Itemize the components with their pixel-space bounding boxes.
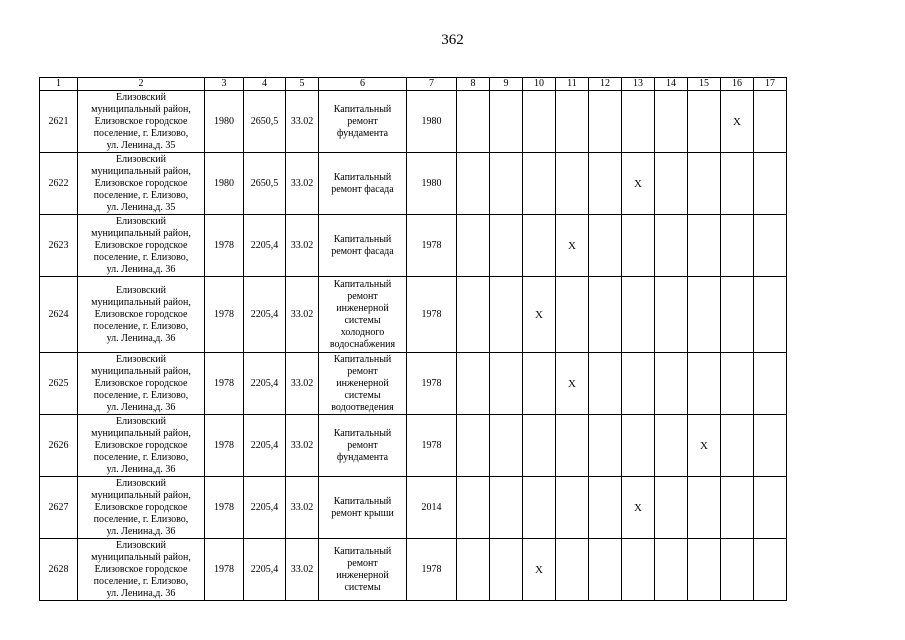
mark-cell <box>589 539 622 601</box>
mark-cell <box>754 415 787 477</box>
mark-cell <box>754 91 787 153</box>
row-number-cell: 2628 <box>40 539 78 601</box>
work-year-cell: 2014 <box>407 477 457 539</box>
year-built-cell: 1980 <box>205 153 244 215</box>
code-cell: 33.02 <box>286 353 319 415</box>
mark-cell <box>490 353 523 415</box>
mark-cell <box>655 153 688 215</box>
mark-cell <box>589 477 622 539</box>
code-cell: 33.02 <box>286 477 319 539</box>
mark-cell <box>721 477 754 539</box>
mark-cell <box>688 353 721 415</box>
work-type-cell: Капитальный ремонт фундамента <box>319 91 407 153</box>
mark-cell <box>589 277 622 353</box>
column-header: 13 <box>622 78 655 91</box>
area-cell: 2650,5 <box>244 91 286 153</box>
table-row <box>40 153 787 215</box>
address-cell: Елизовский муниципальный район, Елизовское городское поселение, г. Елизово, ул. Ленина,д. 36 <box>78 415 205 477</box>
mark-cell <box>556 415 589 477</box>
work-type-cell: Капитальный ремонт фасада <box>319 153 407 215</box>
mark-cell <box>754 539 787 601</box>
mark-cell <box>721 277 754 353</box>
work-year-cell: 1978 <box>407 539 457 601</box>
column-header: 2 <box>78 78 205 91</box>
table-row <box>40 539 787 601</box>
work-year-cell: 1978 <box>407 215 457 277</box>
mark-cell <box>688 539 721 601</box>
mark-cell: X <box>622 477 655 539</box>
row-number-cell: 2626 <box>40 415 78 477</box>
mark-cell <box>556 277 589 353</box>
mark-cell <box>457 277 490 353</box>
mark-cell <box>523 91 556 153</box>
work-type-cell: Капитальный ремонт инженерной системы холодного водоснабжения <box>319 277 407 353</box>
year-built-cell: 1980 <box>205 91 244 153</box>
code-cell: 33.02 <box>286 215 319 277</box>
table-row <box>40 477 787 539</box>
mark-cell <box>655 91 688 153</box>
work-year-cell: 1978 <box>407 415 457 477</box>
year-built-cell: 1978 <box>205 353 244 415</box>
mark-cell <box>523 153 556 215</box>
mark-cell <box>622 353 655 415</box>
table-row <box>40 91 787 153</box>
row-number-cell: 2627 <box>40 477 78 539</box>
mark-cell <box>490 215 523 277</box>
mark-cell <box>655 215 688 277</box>
column-header: 11 <box>556 78 589 91</box>
address-cell: Елизовский муниципальный район, Елизовское городское поселение, г. Елизово, ул. Ленина,д. 36 <box>78 353 205 415</box>
column-header: 12 <box>589 78 622 91</box>
column-header: 8 <box>457 78 490 91</box>
mark-cell <box>556 91 589 153</box>
column-header: 15 <box>688 78 721 91</box>
work-type-cell: Капитальный ремонт крыши <box>319 477 407 539</box>
column-header: 7 <box>407 78 457 91</box>
column-header: 6 <box>319 78 407 91</box>
work-type-cell: Капитальный ремонт инженерной системы водоотведения <box>319 353 407 415</box>
mark-cell <box>655 477 688 539</box>
mark-cell <box>490 539 523 601</box>
mark-cell <box>457 539 490 601</box>
column-header-row <box>40 78 787 91</box>
mark-cell <box>589 91 622 153</box>
mark-cell <box>655 353 688 415</box>
year-built-cell: 1978 <box>205 215 244 277</box>
mark-cell <box>457 415 490 477</box>
address-cell: Елизовский муниципальный район, Елизовское городское поселение, г. Елизово, ул. Ленина,д. 36 <box>78 477 205 539</box>
mark-cell <box>556 477 589 539</box>
mark-cell <box>589 215 622 277</box>
mark-cell <box>622 539 655 601</box>
mark-cell: X <box>721 91 754 153</box>
row-number-cell: 2624 <box>40 277 78 353</box>
mark-cell <box>754 353 787 415</box>
mark-cell <box>490 415 523 477</box>
mark-cell <box>754 477 787 539</box>
code-cell: 33.02 <box>286 539 319 601</box>
mark-cell <box>490 277 523 353</box>
work-type-cell: Капитальный ремонт фундамента <box>319 415 407 477</box>
mark-cell <box>721 353 754 415</box>
mark-cell <box>655 415 688 477</box>
area-cell: 2650,5 <box>244 153 286 215</box>
mark-cell <box>457 153 490 215</box>
mark-cell <box>688 215 721 277</box>
code-cell: 33.02 <box>286 277 319 353</box>
mark-cell <box>490 477 523 539</box>
code-cell: 33.02 <box>286 153 319 215</box>
mark-cell: X <box>556 353 589 415</box>
mark-cell <box>622 277 655 353</box>
mark-cell <box>589 415 622 477</box>
column-header: 3 <box>205 78 244 91</box>
table-row <box>40 353 787 415</box>
address-cell: Елизовский муниципальный район, Елизовское городское поселение, г. Елизово, ул. Ленина,д. 35 <box>78 153 205 215</box>
mark-cell <box>556 153 589 215</box>
work-year-cell: 1978 <box>407 277 457 353</box>
mark-cell <box>622 91 655 153</box>
code-cell: 33.02 <box>286 415 319 477</box>
area-cell: 2205,4 <box>244 477 286 539</box>
mark-cell <box>589 353 622 415</box>
mark-cell <box>721 215 754 277</box>
work-type-cell: Капитальный ремонт инженерной системы <box>319 539 407 601</box>
year-built-cell: 1978 <box>205 477 244 539</box>
year-built-cell: 1978 <box>205 277 244 353</box>
column-header: 1 <box>40 78 78 91</box>
mark-cell <box>589 153 622 215</box>
mark-cell <box>655 539 688 601</box>
work-type-cell: Капитальный ремонт фасада <box>319 215 407 277</box>
column-header: 14 <box>655 78 688 91</box>
year-built-cell: 1978 <box>205 539 244 601</box>
mark-cell <box>457 477 490 539</box>
address-cell: Елизовский муниципальный район, Елизовское городское поселение, г. Елизово, ул. Ленина,д. 36 <box>78 277 205 353</box>
column-header: 10 <box>523 78 556 91</box>
mark-cell <box>688 153 721 215</box>
mark-cell <box>721 539 754 601</box>
row-number-cell: 2623 <box>40 215 78 277</box>
row-number-cell: 2621 <box>40 91 78 153</box>
column-header: 4 <box>244 78 286 91</box>
page-number: 362 <box>441 32 464 48</box>
mark-cell <box>754 277 787 353</box>
mark-cell <box>523 215 556 277</box>
mark-cell <box>721 415 754 477</box>
mark-cell: X <box>556 215 589 277</box>
row-number-cell: 2625 <box>40 353 78 415</box>
mark-cell <box>622 215 655 277</box>
mark-cell <box>490 91 523 153</box>
mark-cell <box>457 215 490 277</box>
year-built-cell: 1978 <box>205 415 244 477</box>
mark-cell: X <box>688 415 721 477</box>
mark-cell <box>688 277 721 353</box>
work-year-cell: 1980 <box>407 153 457 215</box>
mark-cell <box>490 153 523 215</box>
column-header: 16 <box>721 78 754 91</box>
mark-cell <box>457 353 490 415</box>
mark-cell: X <box>622 153 655 215</box>
row-number-cell: 2622 <box>40 153 78 215</box>
column-header: 17 <box>754 78 787 91</box>
address-cell: Елизовский муниципальный район, Елизовское городское поселение, г. Елизово, ул. Ленина,д. 36 <box>78 215 205 277</box>
mark-cell: X <box>523 277 556 353</box>
area-cell: 2205,4 <box>244 415 286 477</box>
address-cell: Елизовский муниципальный район, Елизовское городское поселение, г. Елизово, ул. Ленина,д. 35 <box>78 91 205 153</box>
mark-cell <box>523 477 556 539</box>
mark-cell <box>754 153 787 215</box>
mark-cell <box>622 415 655 477</box>
code-cell: 33.02 <box>286 91 319 153</box>
column-header: 9 <box>490 78 523 91</box>
mark-cell <box>556 539 589 601</box>
area-cell: 2205,4 <box>244 215 286 277</box>
area-cell: 2205,4 <box>244 353 286 415</box>
column-header: 5 <box>286 78 319 91</box>
mark-cell <box>754 215 787 277</box>
table-row <box>40 415 787 477</box>
mark-cell <box>688 91 721 153</box>
work-year-cell: 1978 <box>407 353 457 415</box>
mark-cell: X <box>523 539 556 601</box>
address-cell: Елизовский муниципальный район, Елизовское городское поселение, г. Елизово, ул. Ленина,д. 36 <box>78 539 205 601</box>
register-table <box>39 77 787 601</box>
mark-cell <box>721 153 754 215</box>
mark-cell <box>523 353 556 415</box>
work-year-cell: 1980 <box>407 91 457 153</box>
table-row <box>40 215 787 277</box>
table-row <box>40 277 787 353</box>
mark-cell <box>457 91 490 153</box>
mark-cell <box>655 277 688 353</box>
mark-cell <box>688 477 721 539</box>
mark-cell <box>523 415 556 477</box>
area-cell: 2205,4 <box>244 277 286 353</box>
area-cell: 2205,4 <box>244 539 286 601</box>
